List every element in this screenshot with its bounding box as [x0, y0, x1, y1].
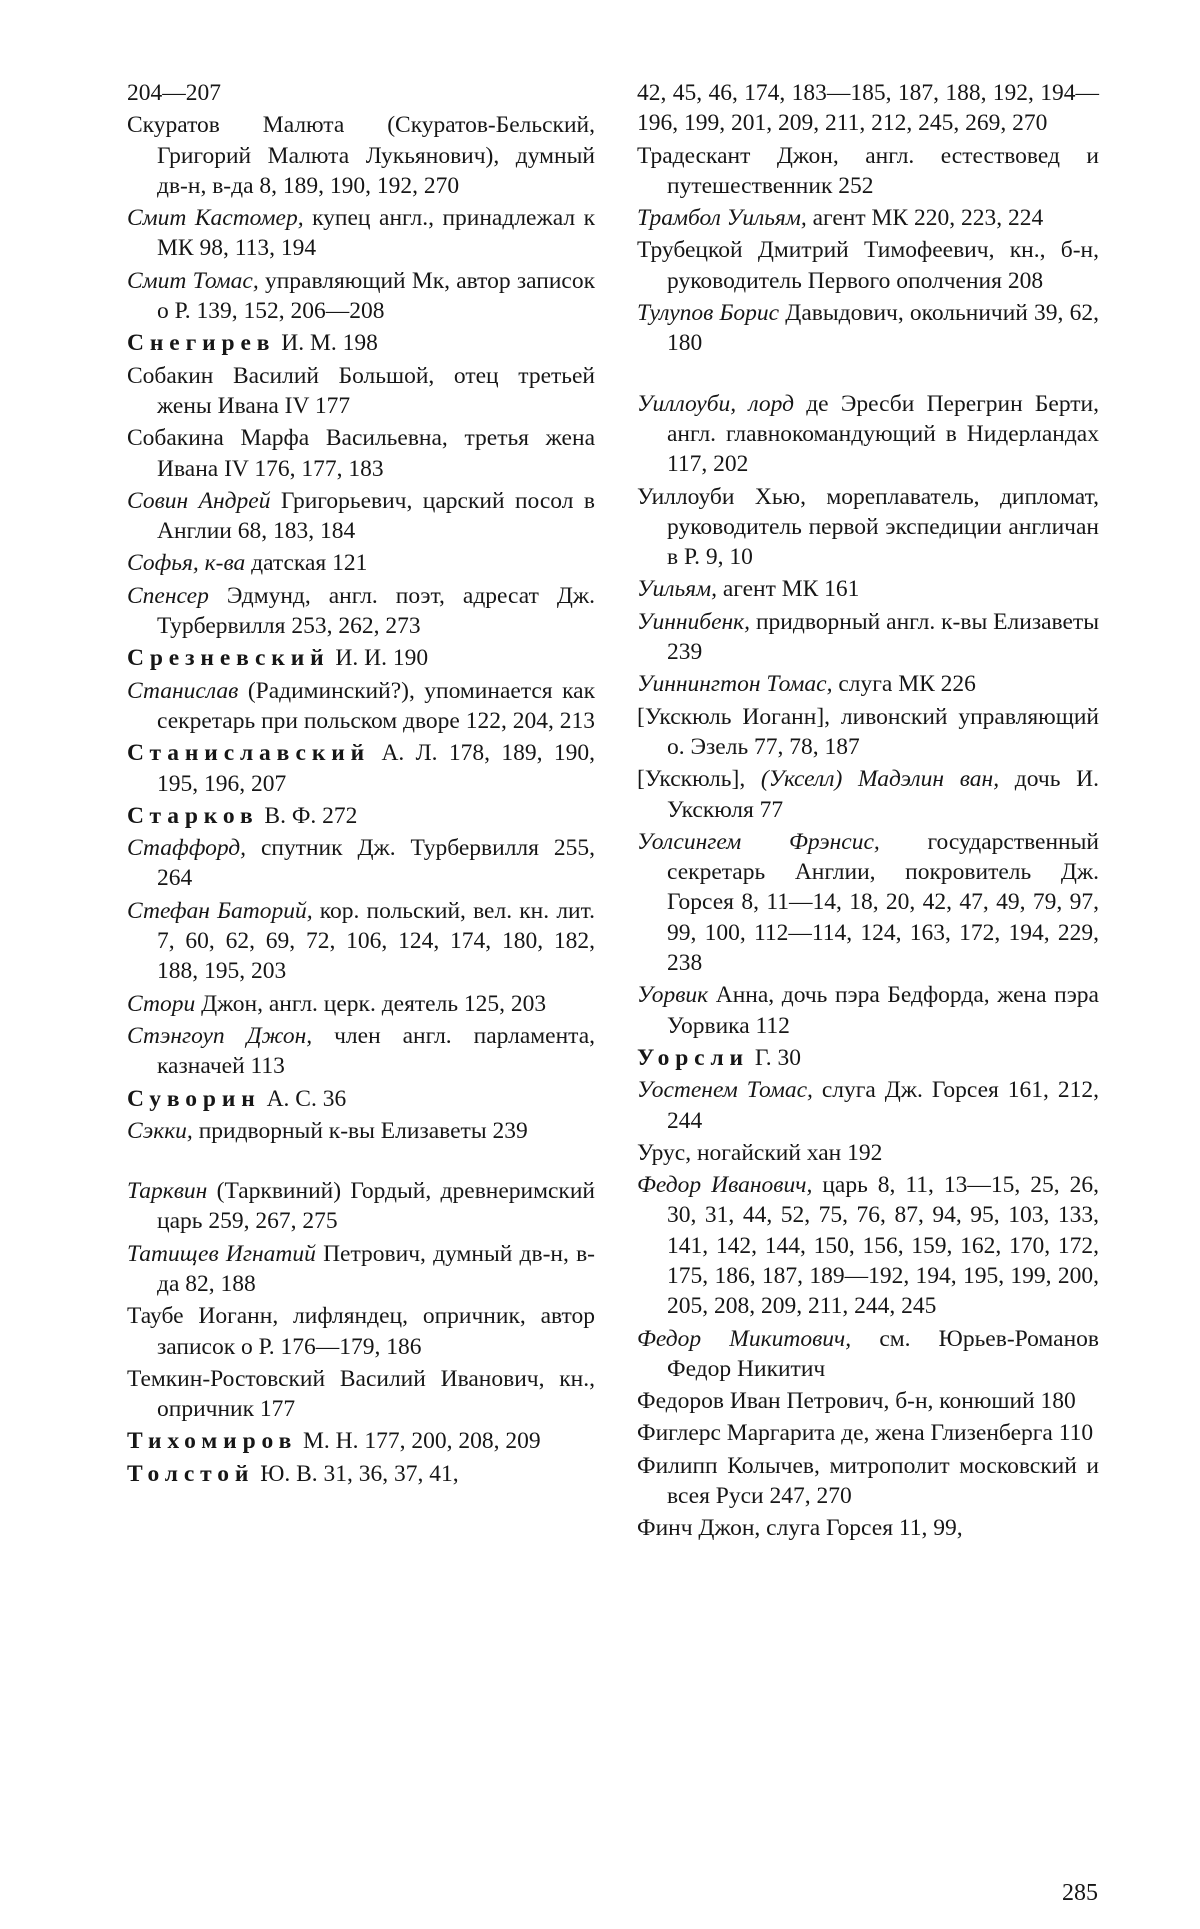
- entry-text: 42, 45, 46, 174, 183—185, 187, 188, 192, 194—196, 199, 201, 209, 211, 212, 245, 269, 270: [637, 80, 1099, 137]
- entry-heading: Смит Кастомер,: [127, 205, 304, 232]
- entry-heading: Смит Томас,: [127, 267, 259, 294]
- index-entry: [637, 1138, 1099, 1168]
- entry-heading: Уиннингтон Томас,: [637, 671, 833, 698]
- entry-heading: Стаффорд,: [127, 835, 247, 862]
- index-entry: [127, 1364, 595, 1425]
- entry-heading: Совин Андрей: [127, 487, 271, 514]
- entry-text: А. С. 36: [260, 1085, 347, 1112]
- index-entry: [127, 801, 595, 831]
- entry-text: Федоров Иван Петрович, б-н, конюший 180: [637, 1388, 1076, 1415]
- entry-heading: Стефан Баторий,: [127, 897, 313, 924]
- entry-text: де Эресби Перегрин Берти, англ. главнокомандующий в Нидерландах 117, 202: [667, 390, 1099, 478]
- index-entry: [127, 896, 595, 987]
- index-entry: [127, 581, 595, 642]
- entry-text: (Тарквиний) Гордый, древнеримский царь 259, 267, 275: [157, 1178, 595, 1235]
- entry-text: Давыдович, окольничий 39, 62, 180: [667, 300, 1099, 357]
- index-entry: [637, 764, 1099, 825]
- entry-text: Петрович, думный дв-н, в-да 82, 188: [157, 1240, 595, 1297]
- entry-heading: Снегирев: [127, 330, 276, 357]
- entry-text: кор. польский, вел. кн. лит. 7, 60, 62, 69, 72, 106, 124, 174, 180, 182, 188, 195, 203: [157, 897, 596, 985]
- index-entry: [127, 833, 595, 894]
- index-entry: [637, 235, 1099, 296]
- entry-text: царь 8, 11, 13—15, 25, 26, 30, 31, 44, 52, 75, 76, 87, 94, 95, 103, 133, 141, 142, 144, 150, 156, 159, 162, 170, 172, 175, 186, 187, 189—192, 194, 195, 199, 200, 205, 208, 209, 211, 244, 245: [667, 1172, 1099, 1320]
- entry-text: [Укскюль],: [637, 766, 761, 793]
- entry-text: В. Ф. 272: [258, 802, 358, 829]
- entry-text: Собакина Марфа Васильевна, третья жена Ивана IV 176, 177, 183: [127, 425, 595, 482]
- entry-text: И. М. 198: [275, 330, 378, 357]
- entry-text: см. Юрьев-Романов Федор Никитич: [667, 1325, 1099, 1382]
- index-entry: [127, 266, 595, 327]
- page-number: 285: [1062, 1880, 1098, 1906]
- index-entry: [127, 1176, 595, 1237]
- index-entry: [127, 486, 595, 547]
- entry-text: Григорьевич, царский посол в Англии 68, 183, 184: [157, 487, 595, 545]
- index-entry: [127, 676, 595, 737]
- index-column-left: [127, 78, 595, 1491]
- index-entry: [637, 702, 1099, 763]
- entry-heading: Уорвик: [637, 982, 709, 1009]
- entry-heading: (Укселл) Мадэлин ван,: [760, 766, 1000, 793]
- index-entry: [127, 548, 595, 578]
- entry-heading: Тулупов Борис: [637, 300, 780, 327]
- index-entry: [127, 1426, 595, 1456]
- index-entry: [637, 1386, 1099, 1416]
- entry-text: дочь И. Укскюля 77: [667, 766, 1099, 823]
- entry-text: агент МК 220, 223, 224: [806, 205, 1044, 232]
- entry-text: Таубе Иоганн, лифляндец, опричник, автор записок о Р. 176—179, 186: [127, 1303, 595, 1360]
- entry-text: Традескант Джон, англ. естествовед и путешественник 252: [637, 142, 1099, 199]
- entry-text: Финч Джон, слуга Горсея 11, 99,: [637, 1515, 963, 1542]
- index-entry: [127, 1459, 595, 1489]
- index-entry: [637, 1075, 1099, 1136]
- index-entry: [637, 1170, 1099, 1321]
- index-entry: [127, 1116, 595, 1146]
- entry-text: [Укскюль Иоганн], ливонский управляющий о. Эзель 77, 78, 187: [637, 703, 1099, 760]
- entry-text: придворный к-вы Елизаветы 239: [192, 1117, 528, 1144]
- entry-heading: Старков: [127, 802, 259, 829]
- entry-text: член англ. парламента, казначей 113: [157, 1022, 596, 1080]
- entry-text: Уиллоуби Хью, мореплаватель, дипломат, руководитель первой экспедиции англичан в Р. 9, 10: [637, 483, 1099, 571]
- entry-text: слуга Дж. Горсея 161, 212, 244: [667, 1077, 1099, 1134]
- entry-text: И. И. 190: [329, 645, 429, 672]
- index-column-right: [637, 78, 1099, 1546]
- entry-text: управляющий Мк, автор записок о Р. 139, 152, 206—208: [157, 267, 595, 325]
- entry-heading: Татищев Игнатий: [127, 1240, 316, 1267]
- index-entry: [637, 141, 1099, 202]
- entry-heading: Толстой: [127, 1460, 255, 1487]
- index-entry: [127, 989, 595, 1019]
- entry-text: Урус, ногайский хан 192: [637, 1139, 883, 1166]
- entry-heading: Уиннибенк,: [637, 608, 751, 635]
- index-entry: [637, 607, 1099, 668]
- index-entry: [127, 110, 595, 201]
- index-entry: [127, 328, 595, 358]
- index-entry: [127, 1021, 595, 1082]
- entry-text: Трубецкой Дмитрий Тимофеевич, кн., б-н, руководитель Первого ополчения 208: [637, 237, 1099, 294]
- entry-text: (Радиминский?), упоминается как секретарь при польском дворе 122, 204, 213: [157, 677, 595, 734]
- entry-text: слуга МК 226: [832, 671, 976, 698]
- entry-heading: Трамбол Уильям,: [637, 205, 807, 232]
- entry-text: М. Н. 177, 200, 208, 209: [297, 1428, 541, 1455]
- index-entry: [637, 980, 1099, 1041]
- index-entry: [127, 1301, 595, 1362]
- index-entry: [637, 1451, 1099, 1512]
- entry-text: Анна, дочь пэра Бедфорда, жена пэра Уорвика 112: [667, 982, 1099, 1039]
- index-entry: [637, 1324, 1099, 1385]
- index-entry: [637, 78, 1099, 139]
- entry-text: датская 121: [245, 550, 368, 577]
- index-entry: [637, 574, 1099, 604]
- index-entry: [637, 203, 1099, 233]
- index-entry: [127, 423, 595, 484]
- entry-heading: Станиславский: [127, 740, 371, 767]
- entry-heading: Стэнгоуп Джон,: [127, 1022, 313, 1049]
- index-entry: [127, 738, 595, 799]
- entry-heading: Уолсингем Фрэнсис,: [637, 828, 880, 855]
- entry-text: Г. 30: [748, 1044, 801, 1071]
- entry-text: придворный англ. к-вы Елизаветы 239: [667, 608, 1099, 666]
- entry-text: спутник Дж. Турбервилля 255, 264: [157, 835, 595, 892]
- entry-text: купец англ., принадлежал к МК 98, 113, 194: [157, 205, 596, 262]
- entry-heading: Уорсли: [637, 1044, 749, 1071]
- index-entry: [637, 298, 1099, 359]
- entry-text: Скуратов Малюта (Скуратов-Бельский, Григорий Малюта Лукьянович), думный дв-н, в-да 8, 189, 190, 192, 270: [127, 112, 595, 199]
- entry-heading: Спенсер: [127, 582, 209, 609]
- entry-heading: Уиллоуби, лорд: [637, 390, 794, 417]
- index-entry: [637, 1418, 1099, 1448]
- entry-heading: Федор Иванович,: [637, 1172, 813, 1199]
- index-entry: [127, 1239, 595, 1300]
- index-entry: [637, 1043, 1099, 1073]
- index-entry: [127, 643, 595, 673]
- index-entry: [637, 827, 1099, 978]
- entry-heading: Тарквин: [127, 1178, 208, 1205]
- index-entry: [637, 389, 1099, 480]
- entry-text: Собакин Василий Большой, отец третьей жены Ивана IV 177: [127, 362, 595, 419]
- index-entry: [127, 1084, 595, 1114]
- index-entry: [127, 203, 595, 264]
- entry-heading: Срезневский: [127, 645, 330, 672]
- entry-text: 204—207: [127, 80, 221, 106]
- entry-text: агент МК 161: [716, 576, 860, 603]
- entry-text: Ю. В. 31, 36, 37, 41,: [254, 1460, 459, 1487]
- entry-heading: Уостенем Томас,: [637, 1077, 813, 1104]
- entry-heading: Софья, к-ва: [127, 550, 246, 577]
- entry-text: Темкин-Ростовский Василий Иванович, кн., опричник 177: [127, 1365, 595, 1423]
- entry-heading: Суворин: [127, 1085, 261, 1112]
- index-entry: [127, 78, 595, 108]
- entry-heading: Тихомиров: [127, 1428, 298, 1455]
- entry-heading: Сэкки,: [127, 1117, 193, 1144]
- index-entry: [637, 1513, 1099, 1543]
- entry-text: А. Л. 178, 189, 190, 195, 196, 207: [157, 740, 595, 797]
- index-entry: [637, 482, 1099, 573]
- entry-heading: Стори: [127, 990, 196, 1017]
- entry-text: Филипп Колычев, митрополит московский и всея Руси 247, 270: [637, 1452, 1099, 1510]
- entry-text: Эдмунд, англ. поэт, адресат Дж. Турбервилля 253, 262, 273: [157, 582, 595, 640]
- entry-text: Джон, англ. церк. деятель 125, 203: [195, 990, 547, 1017]
- entry-text: Фиглерс Маргарита де, жена Глизенберга 110: [637, 1420, 1094, 1447]
- index-entry: [127, 361, 595, 422]
- index-entry: [637, 669, 1099, 699]
- entry-heading: Станислав: [127, 677, 239, 704]
- entry-heading: Федор Микитович,: [637, 1325, 852, 1352]
- entry-heading: Уильям,: [637, 576, 717, 603]
- entry-text: государственный секретарь Англии, покровитель Дж. Горсея 8, 11—14, 18, 20, 42, 47, 49, 79, 97, 99, 100, 112—114, 124, 163, 172, 194, 229, 238: [667, 828, 1099, 977]
